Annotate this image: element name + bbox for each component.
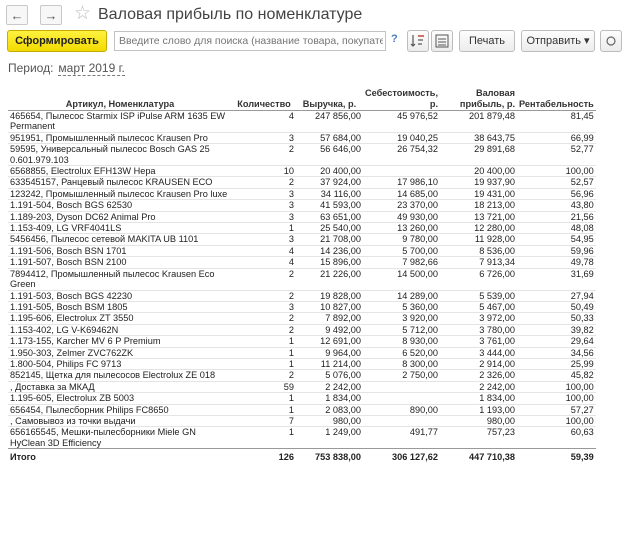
cell-gross-profit: 20 400,00	[474, 166, 516, 177]
cell-gross-profit: 29 891,68	[474, 144, 516, 155]
cell-item: 6568855, Electrolux EFH13W Hepa	[10, 166, 156, 177]
cell-revenue: 10 827,00	[320, 301, 361, 312]
cell-revenue: 21 226,00	[320, 268, 361, 279]
cell-revenue: 25 540,00	[320, 223, 361, 234]
page-title: Валовая прибыль по номенклатуре	[98, 6, 363, 23]
cell-cost: 13 260,00	[397, 223, 439, 234]
cell-item: 852145, Щетка для пылесосов Electrolux ZE 018	[10, 370, 216, 381]
cell-item: 1.153-402, LG V-K69462N	[10, 324, 119, 335]
cell-cost: 9 780,00	[402, 234, 439, 245]
sort-settings-button[interactable]	[407, 30, 429, 52]
cell-revenue: 7 892,00	[325, 313, 361, 324]
cell-revenue: 41 593,00	[320, 200, 361, 211]
cell-cost	[363, 415, 440, 426]
cell-quantity: 2	[288, 370, 294, 381]
cell-quantity: 1	[288, 358, 294, 369]
generate-button[interactable]: Сформировать	[7, 30, 107, 52]
table-row[interactable]	[8, 211, 596, 222]
table-row[interactable]	[8, 324, 596, 335]
cell-gross-profit: 6 726,00	[479, 268, 516, 279]
cell-item: 1.191-505, Bosch BSM 1805	[10, 301, 128, 312]
total-profitability: 59,39	[517, 449, 596, 463]
table-row[interactable]	[8, 358, 596, 369]
cell-profitability: 31,69	[570, 268, 594, 279]
cell-item: 1.191-507, Bosch BSN 2100	[10, 257, 127, 268]
column-header-quantity[interactable]: Количество	[232, 86, 296, 111]
cell-quantity: 59	[283, 381, 294, 392]
total-gross-profit: 447 710,38	[440, 449, 517, 463]
period-value[interactable]: март 2019 г.	[58, 61, 125, 75]
table-row[interactable]	[8, 393, 596, 404]
cell-gross-profit: 2 914,00	[479, 358, 516, 369]
cell-gross-profit: 3 761,00	[479, 336, 516, 347]
cell-profitability: 39,82	[570, 324, 594, 335]
cell-cost: 5 360,00	[402, 301, 439, 312]
cell-item: 1.195-606, Electrolux ZT 3550	[10, 313, 134, 324]
cell-quantity: 1	[288, 427, 294, 438]
cell-profitability: 21,56	[570, 211, 594, 222]
column-header-gross-profit[interactable]: Валовая прибыль, р.	[440, 86, 517, 111]
cell-quantity: 4	[288, 257, 294, 268]
toolbar	[0, 30, 624, 54]
cell-cost	[363, 381, 440, 392]
cell-item: 1.191-503, Bosch BGS 42230	[10, 290, 133, 301]
cell-profitability: 49,78	[570, 257, 594, 268]
cell-revenue: 15 896,00	[320, 257, 361, 268]
cell-profitability: 52,77	[570, 144, 594, 155]
cell-quantity: 3	[288, 211, 294, 222]
cell-revenue: 14 236,00	[320, 245, 361, 256]
cell-item: 59595, Универсальный пылесос Bosch GAS 25 0.601.979.103	[10, 144, 210, 165]
table-row[interactable]	[8, 257, 596, 268]
cell-item: 1.191-504, Bosch BGS 62530	[10, 200, 133, 211]
cell-revenue: 34 116,00	[320, 188, 361, 199]
cell-gross-profit: 1 834,00	[479, 393, 516, 404]
cell-profitability: 50,33	[570, 313, 594, 324]
cell-item: 1.173-155, Karcher MV 6 P Premium	[10, 336, 161, 347]
cell-gross-profit: 7 913,34	[479, 257, 516, 268]
cell-revenue: 1 249,00	[325, 427, 361, 438]
cell-item: 656165545, Мешки-пылесборники Miele GN HyClean 3D Efficiency	[10, 427, 196, 448]
table-row[interactable]	[8, 301, 596, 312]
cell-cost: 14 500,00	[397, 268, 439, 279]
table-row[interactable]	[8, 200, 596, 211]
table-header-row	[8, 86, 596, 111]
cell-gross-profit: 19 431,00	[474, 188, 516, 199]
cell-cost: 7 982,66	[402, 257, 439, 268]
title-bar	[0, 0, 624, 30]
cell-revenue: 2 242,00	[325, 381, 361, 392]
cell-item: 951951, Промышленный пылесос Krausen Pro	[10, 132, 208, 143]
favorite-star-icon[interactable]: ☆	[74, 3, 92, 24]
cell-item: 1.191-506, Bosch BSN 1701	[10, 245, 127, 256]
cell-revenue: 2 083,00	[325, 404, 361, 415]
cell-profitability: 34,56	[570, 347, 594, 358]
cell-gross-profit: 757,23	[486, 427, 516, 438]
print-button[interactable]: Печать	[459, 30, 515, 52]
cell-cost	[363, 166, 440, 177]
table-row[interactable]	[8, 234, 596, 245]
cell-item: , Доставка за МКАД	[10, 381, 95, 392]
table-row[interactable]	[8, 427, 596, 449]
cell-revenue: 5 076,00	[325, 370, 361, 381]
cell-revenue: 19 828,00	[320, 290, 361, 301]
cell-profitability: 25,99	[570, 358, 594, 369]
table-row[interactable]	[8, 177, 596, 188]
cell-revenue: 980,00	[332, 415, 361, 426]
gross-profit-table	[8, 86, 596, 463]
cell-revenue: 247 856,00	[315, 111, 361, 121]
table-row[interactable]	[8, 223, 596, 234]
help-icon[interactable]: ?	[391, 33, 398, 45]
cell-quantity: 1	[288, 404, 294, 415]
cell-profitability: 100,00	[565, 393, 594, 404]
cell-profitability: 100,00	[565, 381, 594, 392]
cell-quantity: 1	[288, 336, 294, 347]
table-row[interactable]	[8, 111, 596, 133]
total-label: Итого	[8, 449, 232, 463]
more-icon	[601, 31, 621, 51]
table-row[interactable]	[8, 370, 596, 381]
cell-quantity: 2	[288, 177, 294, 188]
cell-item: 465654, Пылесос Starmix ISP iPulse ARM 1635 EW Permanent	[10, 111, 226, 132]
cell-profitability: 27,94	[570, 290, 594, 301]
cell-cost	[363, 393, 440, 404]
cell-gross-profit: 201 879,48	[469, 111, 516, 121]
cell-gross-profit: 12 280,00	[474, 223, 516, 234]
cell-cost: 2 750,00	[402, 370, 439, 381]
more-button[interactable]	[600, 30, 622, 52]
cell-cost: 5 700,00	[402, 245, 439, 256]
cell-gross-profit: 5 467,00	[479, 301, 516, 312]
cell-revenue: 11 214,00	[320, 358, 361, 369]
cell-quantity: 3	[288, 200, 294, 211]
cell-cost: 45 976,52	[397, 111, 439, 121]
cell-quantity: 3	[288, 132, 294, 143]
cell-gross-profit: 980,00	[486, 415, 516, 426]
cell-cost: 26 754,32	[397, 144, 439, 155]
cell-quantity: 1	[288, 347, 294, 358]
cell-item: 1.153-409, LG VRF4041LS	[10, 223, 122, 234]
table-row[interactable]	[8, 381, 596, 392]
send-dropdown-button[interactable]: Отправить ▾	[521, 30, 595, 52]
cell-cost: 3 920,00	[402, 313, 439, 324]
table-row[interactable]	[8, 166, 596, 177]
report-settings-button[interactable]	[431, 30, 453, 52]
cell-revenue: 12 691,00	[320, 336, 361, 347]
cell-profitability: 48,08	[570, 223, 594, 234]
cell-quantity: 1	[288, 223, 294, 234]
cell-cost: 491,77	[409, 427, 439, 438]
cell-quantity: 4	[288, 245, 294, 256]
cell-cost: 49 930,00	[397, 211, 439, 222]
cell-cost: 23 370,00	[397, 200, 439, 211]
cell-profitability: 100,00	[565, 415, 594, 426]
cell-profitability: 43,80	[570, 200, 594, 211]
cell-profitability: 45,82	[570, 370, 594, 381]
cell-item: 1.950-303, Zelmer ZVC762ZK	[10, 347, 134, 358]
cell-revenue: 37 924,00	[320, 177, 361, 188]
sort-icon	[408, 31, 428, 51]
cell-profitability: 60,63	[570, 427, 594, 438]
cell-gross-profit: 18 213,00	[474, 200, 516, 211]
cell-quantity: 3	[288, 234, 294, 245]
cell-profitability: 81,45	[570, 111, 594, 121]
cell-profitability: 52,57	[570, 177, 594, 188]
cell-profitability: 59,96	[570, 245, 594, 256]
cell-item: 5456456, Пылесос сетевой MAKITA UB 1101	[10, 234, 199, 245]
cell-item: 1.189-203, Dyson DC62 Animal Pro	[10, 211, 156, 222]
table-row[interactable]	[8, 404, 596, 415]
cell-gross-profit: 11 928,00	[474, 234, 516, 245]
cell-item: 7894412, Промышленный пылесос Krausen Eco Green	[10, 268, 215, 290]
cell-gross-profit: 2 242,00	[479, 381, 516, 392]
cell-cost: 8 300,00	[402, 358, 439, 369]
cell-profitability: 56,96	[570, 188, 594, 199]
cell-cost: 19 040,25	[397, 132, 439, 143]
cell-gross-profit: 2 326,00	[479, 370, 516, 381]
cell-item: 633545157, Ранцевый пылесос KRAUSEN ECO	[10, 177, 213, 188]
table-row[interactable]	[8, 290, 596, 301]
cell-cost: 5 712,00	[402, 324, 439, 335]
cell-revenue: 20 400,00	[320, 166, 361, 177]
cell-revenue: 9 964,00	[325, 347, 361, 358]
table-row[interactable]	[8, 132, 596, 143]
cell-revenue: 56 646,00	[320, 144, 361, 155]
table-row[interactable]	[8, 268, 596, 290]
cell-revenue: 21 708,00	[320, 234, 361, 245]
table-row[interactable]	[8, 144, 596, 166]
cell-profitability: 57,27	[570, 404, 594, 415]
cell-gross-profit: 8 536,00	[479, 245, 516, 256]
column-header-item[interactable]: Артикул, Номенклатура	[8, 86, 232, 111]
cell-gross-profit: 13 721,00	[474, 211, 516, 222]
table-row[interactable]	[8, 245, 596, 256]
total-cost: 306 127,62	[363, 449, 440, 463]
cell-gross-profit: 3 444,00	[479, 347, 516, 358]
period-label: Период:	[8, 61, 54, 75]
cell-profitability: 50,49	[570, 301, 594, 312]
cell-revenue: 1 834,00	[325, 393, 361, 404]
table-row[interactable]	[8, 188, 596, 199]
column-header-cost[interactable]: Себестоимость, р.	[365, 88, 439, 109]
cell-revenue: 63 651,00	[320, 211, 361, 222]
back-button[interactable]	[6, 5, 28, 25]
cell-quantity: 3	[288, 188, 294, 199]
cell-profitability: 66,99	[570, 132, 594, 143]
cell-profitability: 100,00	[565, 166, 594, 177]
list-settings-icon	[432, 31, 452, 51]
cell-quantity: 2	[288, 313, 294, 324]
total-quantity: 126	[232, 449, 296, 463]
cell-quantity: 10	[283, 166, 294, 177]
cell-cost: 6 520,00	[402, 347, 439, 358]
cell-item: 123242, Промышленный пылесос Krausen Pro luxe	[10, 188, 228, 199]
search-input[interactable]	[114, 31, 386, 51]
cell-gross-profit: 3 972,00	[479, 313, 516, 324]
total-revenue: 753 838,00	[296, 449, 363, 463]
cell-profitability: 29,64	[570, 336, 594, 347]
table-row[interactable]	[8, 415, 596, 426]
cell-cost: 8 930,00	[402, 336, 439, 347]
cell-quantity: 2	[288, 324, 294, 335]
table-row[interactable]	[8, 336, 596, 347]
column-header-revenue[interactable]: Выручка, р.	[296, 86, 363, 111]
cell-cost: 14 289,00	[397, 290, 439, 301]
cell-quantity: 1	[288, 393, 294, 404]
cell-item: 1.195-605, Electrolux ZB 5003	[10, 393, 135, 404]
arrow-right-icon: →	[44, 8, 58, 23]
cell-profitability: 54,95	[570, 234, 594, 245]
cell-quantity: 2	[288, 290, 294, 301]
table-row[interactable]	[8, 313, 596, 324]
arrow-left-icon: ←	[10, 8, 24, 23]
table-row[interactable]	[8, 347, 596, 358]
cell-gross-profit: 5 539,00	[479, 290, 516, 301]
cell-gross-profit: 38 643,75	[474, 132, 516, 143]
forward-button[interactable]	[40, 5, 62, 25]
cell-quantity: 4	[288, 111, 294, 121]
cell-gross-profit: 3 780,00	[479, 324, 516, 335]
cell-revenue: 9 492,00	[325, 324, 361, 335]
cell-cost: 14 685,00	[397, 188, 439, 199]
report-period	[8, 61, 125, 75]
cell-gross-profit: 19 937,90	[474, 177, 516, 188]
table-total-row	[8, 449, 596, 463]
cell-cost: 17 986,10	[397, 177, 439, 188]
column-header-profitability[interactable]: Рентабельность	[517, 86, 596, 111]
cell-item: 1.800-504, Philips FC 9713	[10, 358, 122, 369]
cell-quantity: 2	[288, 268, 294, 279]
cell-item: 656454, Пылесборник Philips FC8650	[10, 404, 169, 415]
cell-quantity: 3	[288, 301, 294, 312]
cell-cost: 890,00	[409, 404, 439, 415]
cell-quantity: 2	[288, 144, 294, 155]
cell-gross-profit: 1 193,00	[479, 404, 516, 415]
cell-quantity: 7	[288, 415, 294, 426]
cell-revenue: 57 684,00	[320, 132, 361, 143]
cell-item: , Самовывоз из точки выдачи	[10, 415, 136, 426]
